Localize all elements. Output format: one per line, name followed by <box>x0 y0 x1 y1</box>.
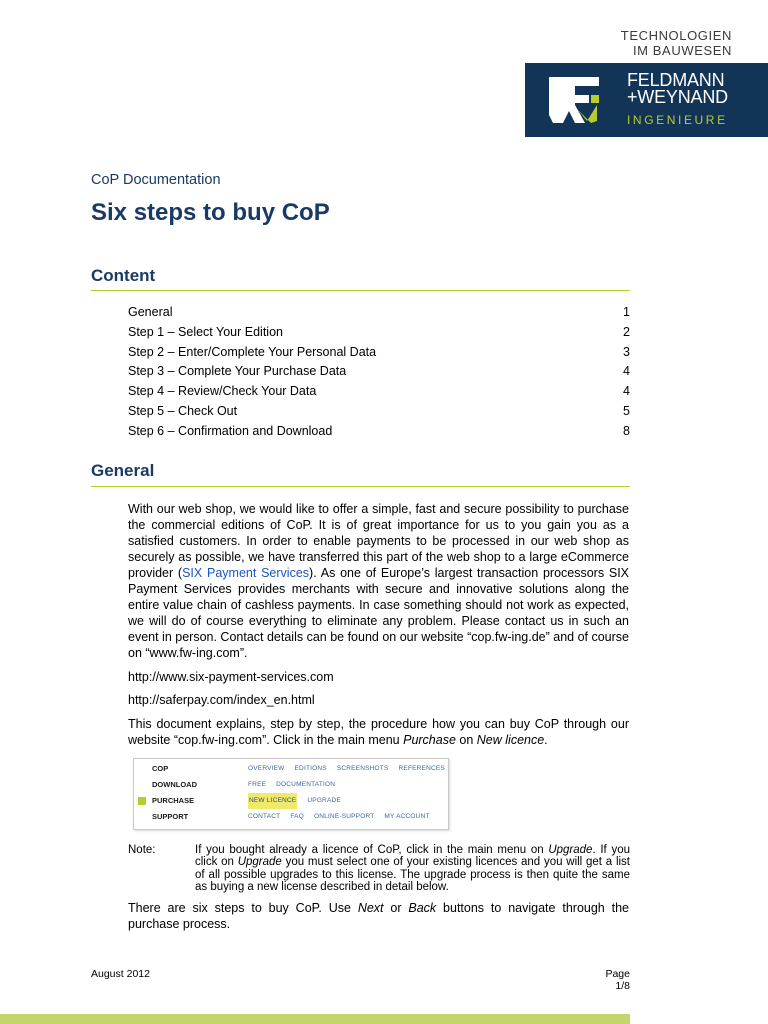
menu-cop[interactable]: COP <box>152 764 169 773</box>
document-label: CoP Documentation <box>91 172 221 188</box>
toc-title: Step 1 – Select Your Edition <box>128 324 283 339</box>
menu-contact[interactable]: CONTACT <box>248 813 281 820</box>
procedure-end: . <box>544 733 548 747</box>
intro-text-b: ). As one of Europe’s largest transaction processors SIX Payment Services provides merchants with secure and innovative solutions along the entire value chain of cashless payments. In case something should not work as expected, we will do of course everything to eliminate any problem. Please contact us in such an event in person. Contact details can be found on our website “cop.fw-ing.de” and of course on “www.fw-ing.com”. <box>128 566 629 660</box>
tagline-line-1: TECHNOLOGIEN <box>620 28 732 43</box>
toc-title: Step 4 – Review/Check Your Data <box>128 384 317 399</box>
toc-page: 3 <box>623 344 630 359</box>
company-logo <box>525 63 768 137</box>
toc-entry[interactable] <box>128 422 630 442</box>
upgrade-term: Upgrade <box>548 844 593 856</box>
toc-title: Step 3 – Complete Your Purchase Data <box>128 364 347 379</box>
fw-logo-icon <box>547 75 601 125</box>
toc-title: Step 2 – Enter/Complete Your Personal Data <box>128 344 377 359</box>
menu-support-subitems <box>248 809 430 825</box>
toc-page: 4 <box>623 384 630 399</box>
toc-page: 4 <box>623 364 630 379</box>
menu-upgrade[interactable]: UPGRADE <box>307 797 341 804</box>
menu-row-cop <box>134 761 448 777</box>
procedure-on: on <box>455 733 477 747</box>
menu-online-support[interactable]: ONLINE-SUPPORT <box>313 813 375 820</box>
menu-cop-subitems <box>248 761 445 777</box>
logo-wordmark <box>627 72 728 106</box>
toc-title: Step 5 – Check Out <box>128 403 238 418</box>
menu-support[interactable]: SUPPORT <box>152 812 189 821</box>
saferpay-url[interactable]: http://saferpay.com/index_en.html <box>128 693 315 707</box>
menu-purchase-subitems <box>248 793 341 809</box>
toc-title: General <box>128 305 173 319</box>
menu-faq[interactable]: FAQ <box>290 813 304 820</box>
back-term: Back <box>408 901 437 915</box>
footer-date: August 2012 <box>91 968 150 980</box>
general-heading: General <box>91 461 155 480</box>
menu-free[interactable]: FREE <box>248 781 267 788</box>
general-intro-paragraph <box>128 501 629 661</box>
menu-download-subitems <box>248 777 335 793</box>
closing-paragraph <box>128 900 629 932</box>
logo-line-2: +WEYNAND <box>627 87 728 107</box>
toc-entry[interactable] <box>128 362 630 382</box>
menu-my-account[interactable]: MY ACCOUNT <box>384 813 430 820</box>
procedure-paragraph <box>128 716 629 748</box>
content-heading: Content <box>91 266 156 285</box>
menu-download[interactable]: DOWNLOAD <box>152 780 197 789</box>
menu-editions[interactable]: EDITIONS <box>294 765 327 772</box>
next-term: Next <box>357 901 384 915</box>
footer-accent-bar <box>0 1014 630 1024</box>
main-menu-screenshot <box>133 758 449 830</box>
menu-row-download <box>134 777 448 793</box>
active-menu-marker <box>138 797 146 805</box>
six-payment-link[interactable]: SIX Payment Services <box>182 566 310 580</box>
menu-documentation[interactable]: DOCUMENTATION <box>276 781 336 788</box>
menu-purchase[interactable]: PURCHASE <box>152 796 195 805</box>
note-text-b: . If you click on <box>195 844 630 869</box>
toc-page: 8 <box>623 423 630 438</box>
new-licence-term: New licence <box>476 733 545 747</box>
tagline-line-2: IM BAUWESEN <box>632 43 732 58</box>
toc-entry[interactable] <box>128 303 630 323</box>
logo-line-1: FELDMANN <box>627 70 725 90</box>
page-title: Six steps to buy CoP <box>91 199 330 226</box>
menu-new-licence[interactable]: NEW LICENCE <box>248 793 297 809</box>
menu-overview[interactable]: OVERVIEW <box>248 765 285 772</box>
purchase-term: Purchase <box>403 733 456 747</box>
toc-entry[interactable] <box>128 343 630 363</box>
note-text-c: you must select one of your existing licences and you will get a list of all possible upgrades to this license. The upgrade process is then quite the same as buying a new license described in detail below. <box>195 856 630 893</box>
logo-subtitle: INGENIEURE <box>627 113 728 127</box>
menu-row-purchase <box>134 793 448 809</box>
content-divider <box>91 290 630 291</box>
closing-text-a: There are six steps to buy CoP. Use <box>128 901 358 915</box>
note-label: Note: <box>128 844 156 856</box>
company-tagline <box>621 28 732 58</box>
table-of-contents <box>128 303 630 442</box>
toc-page: 5 <box>623 403 630 418</box>
closing-or: or <box>383 901 409 915</box>
toc-page: 1 <box>623 305 630 319</box>
procedure-text: This document explains, step by step, the procedure how you can buy CoP through our website “cop.fw-ing.com”. Click in the main menu <box>128 717 629 747</box>
toc-entry[interactable] <box>128 382 630 402</box>
closing-text-b: buttons to navigate through the purchase process. <box>128 901 629 931</box>
general-divider <box>91 486 630 487</box>
six-payment-url[interactable]: http://www.six-payment-services.com <box>128 670 334 684</box>
menu-screenshots[interactable]: SCREENSHOTS <box>336 765 389 772</box>
page-number: Page 1/8 <box>605 968 630 992</box>
toc-entry[interactable] <box>128 402 630 422</box>
intro-text-a: With our web shop, we would like to offer a simple, fast and secure possibility to purchase the commercial editions of CoP. It is of great importance for us to you gain you as a satisfied customers. In order to enable payments to be processed in our web shop as securely as possible, we have transferred this part of the web shop to a large eCommerce provider ( <box>128 502 629 580</box>
toc-page: 2 <box>623 324 630 339</box>
note-text <box>195 844 630 893</box>
toc-entry[interactable] <box>128 323 630 343</box>
note-text-a: If you bought already a licence of CoP, click in the main menu on <box>195 844 549 856</box>
menu-references[interactable]: REFERENCES <box>398 765 445 772</box>
upgrade-term: Upgrade <box>237 856 282 869</box>
toc-title: Step 6 – Confirmation and Download <box>128 423 333 438</box>
menu-row-support <box>134 809 448 825</box>
